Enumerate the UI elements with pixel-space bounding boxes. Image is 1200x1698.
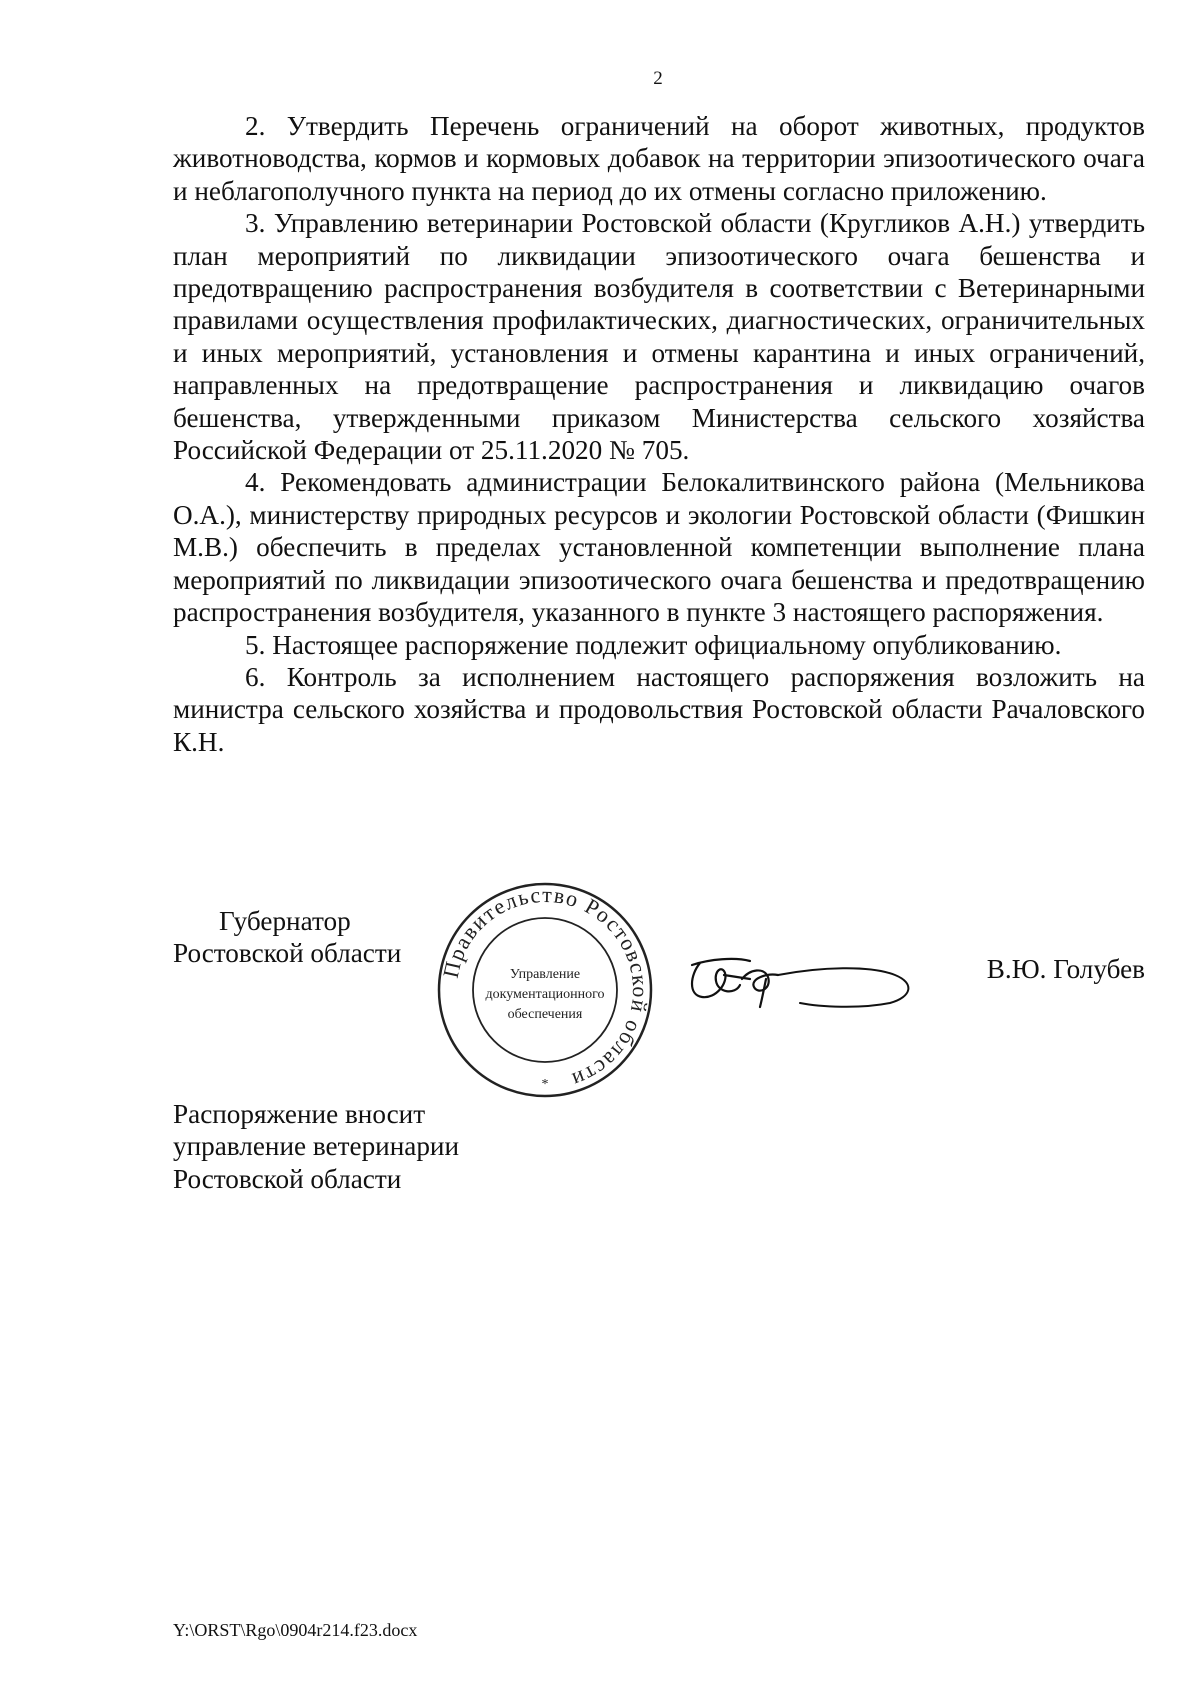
submitter-note (173, 1098, 459, 1195)
paragraph-4: 4. Рекомендовать администрации Белокалитвинского района (Мельникова О.А.), министерству природных ресурсов и экологии Ростовской области (Фишкин М.В.) обеспечить в пределах установленной компетенции выполнение плана мероприятий по ликвидации эпизоотического очага бешенства и предотвращению распространения возбудителя, указанного в пункте 3 настоящего распоряжения. (173, 467, 1145, 628)
paragraph-3: 3. Управлению ветеринарии Ростовской области (Кругликов А.Н.) утвердить план мероприятий по ликвидации эпизоотического очага бешенства и предотвращению распространения возбудителя в соответствии с Ветеринарными правилами осуществления профилактических, диагностических, ограничительных и иных мероприятий, установления и отмены карантина и иных ограничений, направленных на предотвращение распространения и ликвидацию очагов бешенства, утвержденными приказом Министерства сельского хозяйства Российской Федерации от 25.11.2020 № 705. (173, 208, 1145, 466)
document-body (173, 110, 1145, 758)
official-seal (435, 880, 655, 1100)
signatory-title-line2: Ростовской области (173, 938, 402, 969)
submitter-line3: Ростовской области (173, 1163, 402, 1194)
signatory-title-line1: Губернатор (219, 906, 351, 936)
handwritten-signature (680, 945, 930, 1015)
submitter-line2: управление ветеринарии (173, 1131, 460, 1162)
signatory-name: В.Ю. Голубев (986, 954, 1145, 984)
paragraph-6: 6. Контроль за исполнением настоящего распоряжения возложить на министра сельского хозяйства и продовольствия Ростовской области Рачаловского К.Н. (173, 661, 1145, 757)
signatory-title (173, 905, 401, 970)
seal-inner-line1: Управление (509, 967, 581, 982)
page-number: 2 (653, 68, 663, 89)
paragraph-2: 2. Утвердить Перечень ограничений на оборот животных, продуктов животноводства, кормов и кормовых добавок на территории эпизоотического очага и неблагополучного пункта на период до их отмены согласно приложению. (173, 111, 1145, 206)
seal-inner-line2: документационного (485, 987, 605, 1002)
submitter-line1: Распоряжение вносит (173, 1099, 426, 1129)
seal-inner-line3: обеспечения (507, 1007, 583, 1022)
paragraph-5: 5. Настоящее распоряжение подлежит официальному опубликованию. (245, 629, 1062, 660)
file-path: Y:\ORST\Rgo\0904r214.f23.docx (173, 1620, 418, 1640)
seal-star-icon: * (541, 1077, 549, 1092)
seal-outer-text: Правительство Ростовской области (437, 881, 654, 1094)
